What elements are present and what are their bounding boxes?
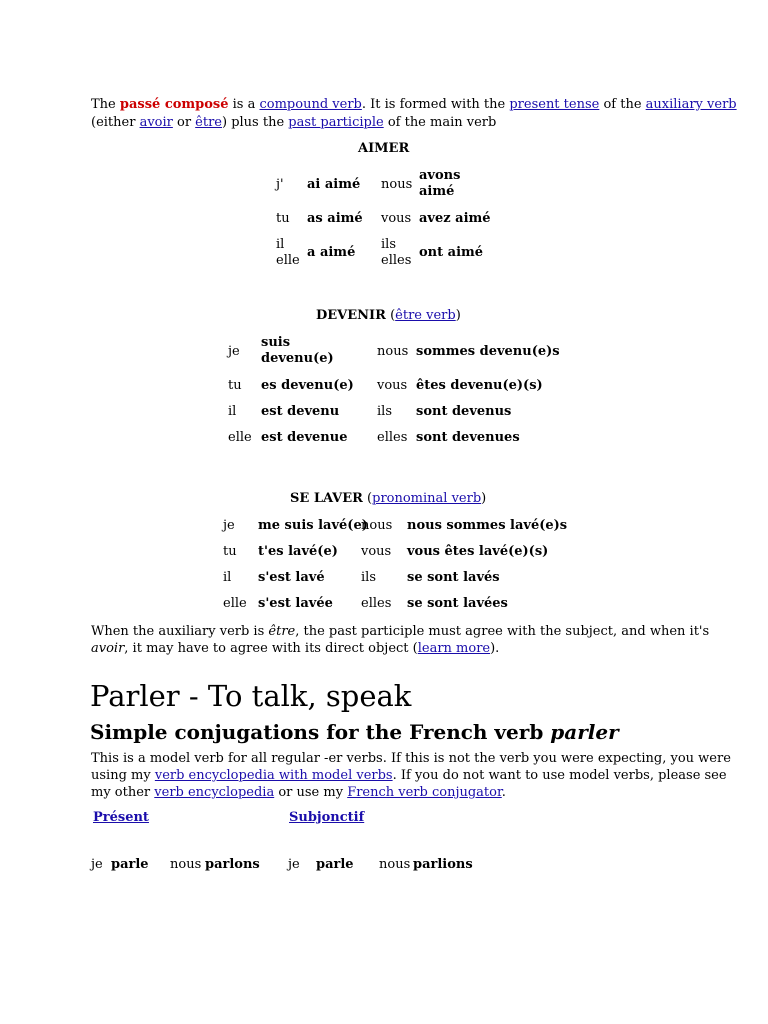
verb-cell: vous êtes lavé(e)(s) (407, 544, 549, 559)
pronoun-cell: nous (377, 344, 409, 359)
pronoun-cell: nous (381, 177, 413, 192)
pronominal-verb-link[interactable]: pronominal verb (372, 491, 482, 506)
subjonctif-header-link[interactable]: Subjonctif (289, 810, 365, 825)
pronoun-cell: je (223, 518, 235, 533)
verb-cell: sont devenues (416, 430, 520, 445)
parler-subheading: Simple conjugations for the French verb parler (90, 720, 619, 744)
verb-cell: suis devenu(e) (261, 335, 334, 366)
verb-cell: es devenu(e) (261, 378, 354, 393)
past-participle-link[interactable]: past participle (288, 115, 384, 130)
pronoun-cell: nous (170, 857, 202, 872)
pronoun-cell: il (223, 570, 232, 585)
verb-cell: t'es lavé(e) (258, 544, 338, 559)
pronoun-cell: j' (276, 177, 284, 192)
parler-intro-line-1: This is a model verb for all regular -er verbs. If this is not the verb you were expecting, you were (91, 751, 731, 766)
verb-cell: s'est lavé (258, 570, 325, 585)
verb-cell: se sont lavés (407, 570, 500, 585)
verb-cell: a aimé (307, 245, 356, 260)
pronoun-cell: vous (361, 544, 392, 559)
verb-cell: ai aimé (307, 177, 361, 192)
verb-cell: est devenue (261, 430, 348, 445)
verb-cell: s'est lavée (258, 596, 333, 611)
agreement-line-1: When the auxiliary verb is être, the past participle must agree with the subject, and when it's (91, 624, 710, 639)
pronoun-cell: ils (361, 570, 376, 585)
pronoun-cell: il elle (276, 237, 300, 268)
auxiliary-verb-link[interactable]: auxiliary verb (645, 97, 737, 112)
pronoun-cell: nous (361, 518, 393, 533)
devenir-caption: DEVENIR (être verb) (316, 308, 461, 323)
verb-cell: as aimé (307, 211, 363, 226)
verb-cell: ont aimé (419, 245, 484, 260)
pronoun-cell: il (228, 404, 237, 419)
se-laver-caption: SE LAVER (pronominal verb) (290, 491, 487, 506)
verb-encyclopedia-link[interactable]: verb encyclopedia (154, 785, 275, 800)
etre-verb-link[interactable]: être verb (395, 308, 456, 323)
parler-heading: Parler - To talk, speak (90, 679, 412, 713)
verb-cell: sommes devenu(e)s (416, 344, 560, 359)
pronoun-cell: vous (381, 211, 412, 226)
verb-cell: me suis lavé(e) (258, 518, 368, 533)
verb-cell: avons aimé (419, 168, 461, 199)
pronoun-cell: ils (377, 404, 392, 419)
pronoun-cell: vous (377, 378, 408, 393)
verb-cell: nous sommes lavé(e)s (407, 518, 568, 533)
passe-compose-term: passé composé (119, 97, 229, 112)
pronoun-cell: je (91, 857, 103, 872)
pronoun-cell: elles (361, 596, 392, 611)
parler-intro-line-2: using my verb encyclopedia with model verbs. If you do not want to use model verbs, please see (91, 768, 727, 783)
pronoun-cell: tu (228, 378, 242, 393)
pronoun-cell: elle (228, 430, 252, 445)
intro-line-2: (either avoir or être) plus the past participle of the main verb (91, 115, 497, 130)
pronoun-cell: elle (223, 596, 247, 611)
present-tense-link[interactable]: present tense (509, 97, 600, 112)
pronoun-cell: elles (377, 430, 408, 445)
intro-line-1: The passé composé is a compound verb. It is formed with the present tense of the auxiliary verb (91, 97, 737, 112)
pronoun-cell: je (288, 857, 300, 872)
aimer-caption: AIMER (358, 141, 410, 156)
etre-link[interactable]: être (195, 115, 222, 130)
verb-cell: parle (316, 857, 354, 872)
verb-cell: êtes devenu(e)(s) (416, 378, 543, 393)
verb-cell: sont devenus (416, 404, 512, 419)
avoir-link[interactable]: avoir (139, 115, 173, 130)
pronoun-cell: je (228, 344, 240, 359)
verb-cell: parlions (413, 857, 473, 872)
learn-more-link[interactable]: learn more (417, 641, 491, 656)
verb-cell: avez aimé (419, 211, 491, 226)
compound-verb-link[interactable]: compound verb (259, 97, 362, 112)
french-verb-conjugator-link[interactable]: French verb conjugator (347, 785, 502, 800)
verb-cell: parlons (205, 857, 260, 872)
present-tense-header-link[interactable]: Présent (93, 810, 149, 825)
verb-encyclopedia-model-link[interactable]: verb encyclopedia with model verbs (154, 768, 393, 783)
verb-cell: est devenu (261, 404, 340, 419)
pronoun-cell: nous (379, 857, 411, 872)
pronoun-cell: tu (276, 211, 290, 226)
pronoun-cell: tu (223, 544, 237, 559)
agreement-line-2: avoir, it may have to agree with its direct object (learn more). (91, 641, 500, 656)
verb-cell: parle (111, 857, 149, 872)
parler-intro-line-3: my other verb encyclopedia or use my French verb conjugator. (91, 785, 506, 800)
pronoun-cell: ils elles (381, 237, 412, 268)
verb-cell: se sont lavées (407, 596, 508, 611)
